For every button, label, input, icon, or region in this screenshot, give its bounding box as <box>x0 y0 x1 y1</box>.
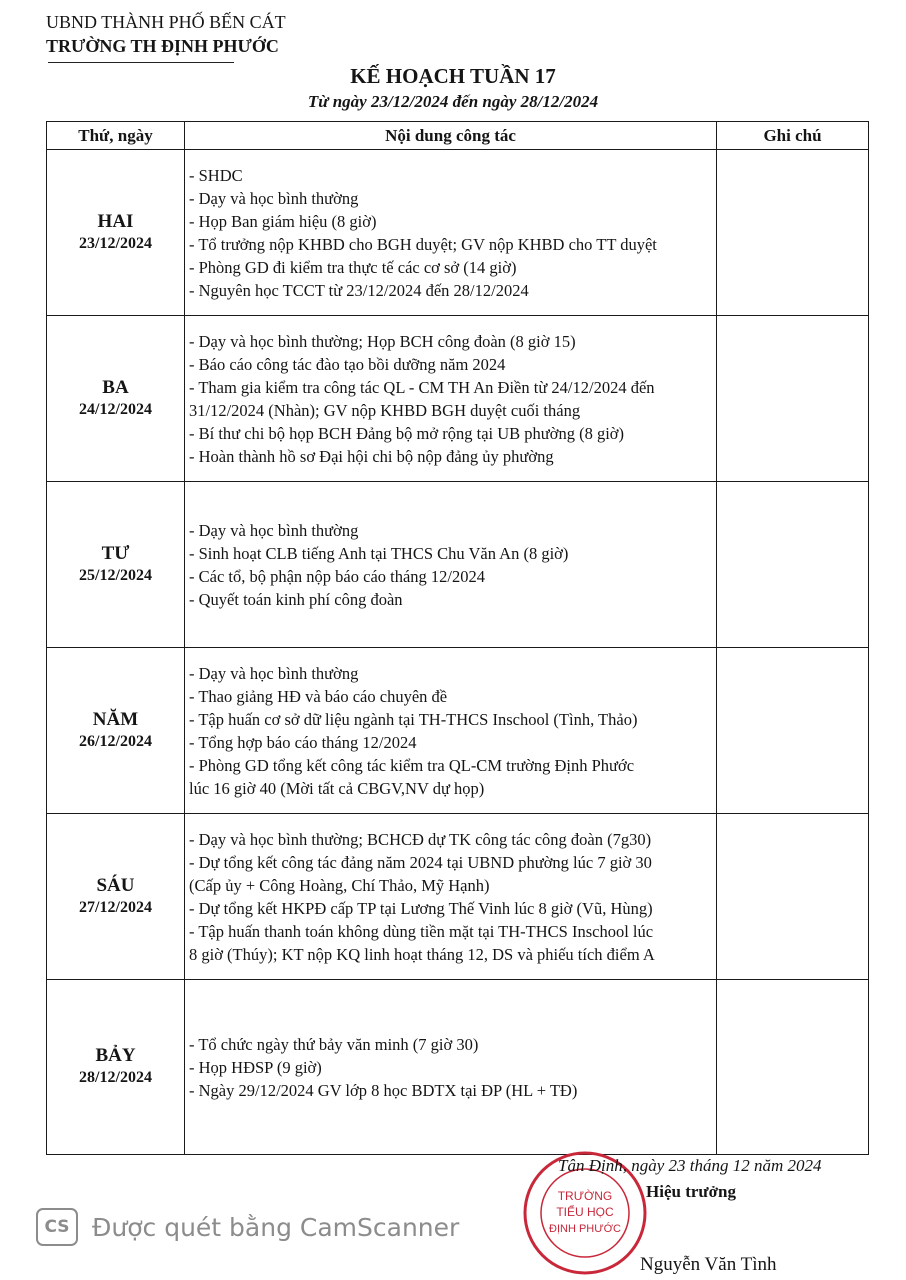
task-item: - Ngày 29/12/2024 GV lớp 8 học BDTX tại ĐP (HL + TĐ) <box>189 1080 578 1100</box>
task-item: - Tập huấn thanh toán không dùng tiền mặt tại TH-THCS Inschool lúc <box>189 921 654 941</box>
day-date: 27/12/2024 <box>79 898 152 916</box>
day-name: SÁU <box>96 874 135 896</box>
col-header-day: Thứ, ngày <box>47 122 185 150</box>
task-item: - Họp Ban giám hiệu (8 giờ) <box>189 211 377 231</box>
task-item: - Dạy và học bình thường <box>189 520 359 540</box>
note-cell <box>717 980 869 1155</box>
agency-name: UBND THÀNH PHỐ BẾN CÁT <box>46 12 286 32</box>
weekly-plan-table <box>46 121 869 1155</box>
content-cell <box>185 648 717 814</box>
day-name: HAI <box>97 210 134 232</box>
day-name: NĂM <box>92 708 139 730</box>
task-item: - Họp HĐSP (9 giờ) <box>189 1057 322 1077</box>
day-cell <box>47 980 185 1155</box>
day-cell <box>47 814 185 980</box>
task-item: - Dạy và học bình thường <box>189 188 359 208</box>
table-row <box>47 316 869 482</box>
content-cell <box>185 150 717 316</box>
seal-line-2: TIỂU HỌC <box>556 1205 614 1219</box>
task-item: - Dự tổng kết HKPĐ cấp TP tại Lương Thế Vinh lúc 8 giờ (Vũ, Hùng) <box>189 898 653 918</box>
task-item: - Các tổ, bộ phận nộp báo cáo tháng 12/2024 <box>189 566 486 586</box>
day-date: 28/12/2024 <box>79 1069 152 1086</box>
note-cell <box>717 648 869 814</box>
camscanner-watermark <box>36 1208 459 1246</box>
content-cell <box>185 814 717 980</box>
organization-header <box>46 10 286 63</box>
note-cell <box>717 814 869 980</box>
plan-title: KẾ HOẠCH TUẦN 17 <box>350 64 556 88</box>
place-and-date: Tân Định, ngày 23 tháng 12 năm 2024 <box>558 1156 822 1175</box>
plan-date-range: Từ ngày 23/12/2024 đến ngày 28/12/2024 <box>307 92 599 111</box>
seal-line-3: ĐỊNH PHƯỚC <box>549 1223 621 1235</box>
day-name: BẢY <box>95 1045 136 1066</box>
day-name: BA <box>102 376 129 398</box>
task-item: (Cấp ủy + Công Hoàng, Chí Thảo, Mỹ Hạnh) <box>189 875 490 895</box>
school-name: TRƯỜNG TH ĐỊNH PHƯỚC <box>46 36 279 56</box>
content-cell <box>185 980 717 1155</box>
day-date: 25/12/2024 <box>79 566 152 584</box>
task-item: - Sinh hoạt CLB tiếng Anh tại THCS Chu Văn An (8 giờ) <box>189 543 569 563</box>
col-header-note: Ghi chú <box>717 122 869 150</box>
task-item: - Phòng GD tổng kết công tác kiểm tra QL-CM trường Định Phước <box>189 755 635 775</box>
task-item: - Tập huấn cơ sở dữ liệu ngành tại TH-THCS Inschool (Tình, Thảo) <box>189 709 638 729</box>
day-cell <box>47 482 185 648</box>
day-date: 23/12/2024 <box>79 234 152 252</box>
task-item: - Bí thư chi bộ họp BCH Đảng bộ mở rộng tại UB phường (8 giờ) <box>189 423 624 443</box>
content-cell <box>185 316 717 482</box>
table-row <box>47 980 869 1155</box>
task-item: - Hoàn thành hồ sơ Đại hội chi bộ nộp đảng ủy phường <box>189 446 554 466</box>
task-item: - Dạy và học bình thường; BCHCĐ dự TK công tác công đoàn (7g30) <box>189 829 652 849</box>
task-item: - Tham gia kiểm tra công tác QL - CM TH An Điền từ 24/12/2024 đến <box>189 377 655 397</box>
note-cell <box>717 316 869 482</box>
note-cell <box>717 150 869 316</box>
task-item: 31/12/2024 (Nhàn); GV nộp KHBD BGH duyệt cuối tháng <box>189 400 581 420</box>
watermark-text: Được quét bằng CamScanner <box>92 1212 460 1242</box>
day-cell <box>47 648 185 814</box>
content-cell <box>185 482 717 648</box>
task-item: 8 giờ (Thúy); KT nộp KQ linh hoạt tháng 12, DS và phiếu tích điểm A <box>189 944 655 964</box>
task-item: - Thao giảng HĐ và báo cáo chuyên đề <box>189 686 448 706</box>
table-row <box>47 150 869 316</box>
signer-name: Nguyễn Văn Tình <box>640 1254 777 1275</box>
day-date: 26/12/2024 <box>79 732 152 750</box>
table-row <box>47 814 869 980</box>
task-item: lúc 16 giờ 40 (Mời tất cả CBGV,NV dự họp) <box>189 778 485 798</box>
day-date: 24/12/2024 <box>79 400 152 418</box>
header-underline <box>48 62 234 63</box>
task-item: - Dự tổng kết công tác đảng năm 2024 tại UBND phường lúc 7 giờ 30 <box>189 852 652 872</box>
table-row <box>47 648 869 814</box>
task-item: - Tổng hợp báo cáo tháng 12/2024 <box>189 732 417 752</box>
note-cell <box>717 482 869 648</box>
task-item: - Báo cáo công tác đào tạo bồi dưỡng năm 2024 <box>189 354 506 374</box>
day-cell <box>47 316 185 482</box>
day-cell <box>47 150 185 316</box>
task-item: - Phòng GD đi kiểm tra thực tế các cơ sở (14 giờ) <box>189 257 517 277</box>
day-name: TƯ <box>101 542 130 564</box>
task-item: - SHDC <box>189 165 243 185</box>
seal-line-1: TRƯỜNG <box>557 1189 613 1203</box>
task-item: - Quyết toán kinh phí công đoàn <box>189 589 403 609</box>
camscanner-logo-icon: CS <box>36 1208 78 1246</box>
col-header-content: Nội dung công tác <box>185 122 717 150</box>
task-item: - Dạy và học bình thường; Họp BCH công đoàn (8 giờ 15) <box>189 331 576 351</box>
task-item: - Nguyên học TCCT từ 23/12/2024 đến 28/12/2024 <box>189 280 529 300</box>
task-item: - Tổ chức ngày thứ bảy văn minh (7 giờ 30) <box>189 1034 479 1054</box>
signer-role: Hiệu trưởng <box>646 1182 736 1201</box>
table-row <box>47 482 869 648</box>
task-item: - Dạy và học bình thường <box>189 663 359 683</box>
table-header-row <box>47 122 869 150</box>
task-item: - Tổ trưởng nộp KHBD cho BGH duyệt; GV nộp KHBD cho TT duyệt <box>189 234 657 254</box>
